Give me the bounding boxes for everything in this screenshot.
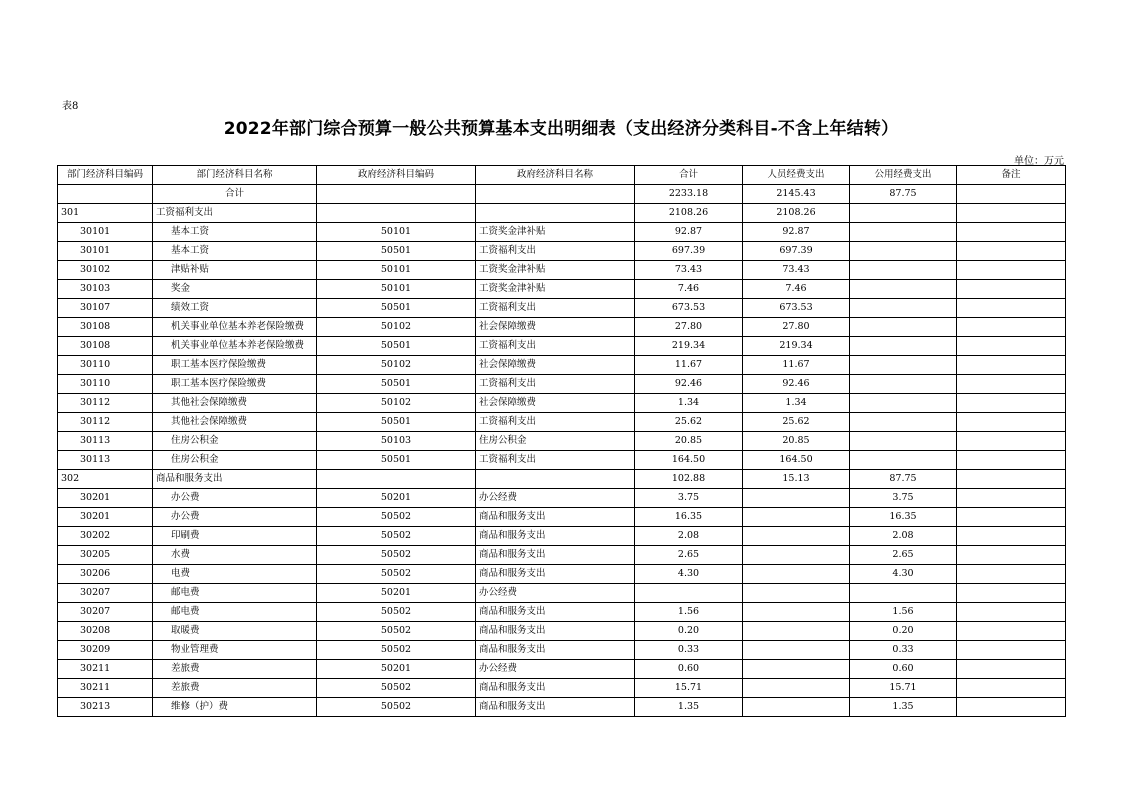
row-gov-name xyxy=(476,204,635,223)
row-note xyxy=(957,451,1066,470)
row-public xyxy=(850,584,957,603)
row-gov-code: 50501 xyxy=(317,299,476,318)
row-total: 11.67 xyxy=(635,356,743,375)
row-total: 219.34 xyxy=(635,337,743,356)
row-dept-name: 工资福利支出 xyxy=(153,204,317,223)
table-row xyxy=(58,527,1066,546)
row-gov-code: 50101 xyxy=(317,280,476,299)
row-personnel xyxy=(743,546,850,565)
row-personnel xyxy=(743,527,850,546)
row-public xyxy=(850,223,957,242)
row-dept-name: 机关事业单位基本养老保险缴费 xyxy=(153,337,317,356)
row-dept-code: 30110 xyxy=(58,356,153,375)
row-note xyxy=(957,318,1066,337)
row-public: 0.33 xyxy=(850,641,957,660)
row-public xyxy=(850,280,957,299)
unit-label: 单位：万元 xyxy=(1014,156,1064,167)
header-public: 公用经费支出 xyxy=(850,166,957,185)
table-body xyxy=(58,185,1066,717)
total-note xyxy=(957,185,1066,204)
row-personnel: 164.50 xyxy=(743,451,850,470)
row-dept-name: 奖金 xyxy=(153,280,317,299)
row-gov-name: 社会保障缴费 xyxy=(476,356,635,375)
table-row xyxy=(58,698,1066,717)
row-total: 0.33 xyxy=(635,641,743,660)
row-public xyxy=(850,413,957,432)
row-personnel xyxy=(743,584,850,603)
header-row xyxy=(58,166,1066,185)
row-dept-name: 商品和服务支出 xyxy=(153,470,317,489)
row-total: 7.46 xyxy=(635,280,743,299)
row-gov-name: 商品和服务支出 xyxy=(476,565,635,584)
table-row xyxy=(58,204,1066,223)
row-personnel xyxy=(743,698,850,717)
row-gov-name: 工资奖金津补贴 xyxy=(476,280,635,299)
total-gov-code xyxy=(317,185,476,204)
row-dept-name: 职工基本医疗保险缴费 xyxy=(153,375,317,394)
row-note xyxy=(957,470,1066,489)
row-personnel xyxy=(743,489,850,508)
row-gov-code: 50201 xyxy=(317,660,476,679)
row-personnel: 697.39 xyxy=(743,242,850,261)
row-personnel: 92.87 xyxy=(743,223,850,242)
row-dept-code: 30211 xyxy=(58,679,153,698)
row-dept-name: 取暖费 xyxy=(153,622,317,641)
row-gov-code: 50502 xyxy=(317,641,476,660)
row-personnel xyxy=(743,508,850,527)
row-total xyxy=(635,584,743,603)
header-dept-name: 部门经济科目名称 xyxy=(153,166,317,185)
row-gov-name: 商品和服务支出 xyxy=(476,679,635,698)
row-gov-code: 50501 xyxy=(317,413,476,432)
total-public: 87.75 xyxy=(850,185,957,204)
row-total: 25.62 xyxy=(635,413,743,432)
row-gov-name: 住房公积金 xyxy=(476,432,635,451)
row-dept-name: 物业管理费 xyxy=(153,641,317,660)
row-gov-code: 50501 xyxy=(317,242,476,261)
row-dept-name: 办公费 xyxy=(153,508,317,527)
row-note xyxy=(957,280,1066,299)
row-dept-code: 30205 xyxy=(58,546,153,565)
row-personnel: 673.53 xyxy=(743,299,850,318)
row-personnel: 219.34 xyxy=(743,337,850,356)
row-gov-name: 办公经费 xyxy=(476,584,635,603)
table-row xyxy=(58,679,1066,698)
row-total: 4.30 xyxy=(635,565,743,584)
table-number: 表8 xyxy=(62,101,79,112)
total-gov-name xyxy=(476,185,635,204)
row-dept-name: 绩效工资 xyxy=(153,299,317,318)
row-dept-name: 办公费 xyxy=(153,489,317,508)
row-personnel: 92.46 xyxy=(743,375,850,394)
row-dept-name: 住房公积金 xyxy=(153,451,317,470)
row-note xyxy=(957,337,1066,356)
row-dept-name: 差旅费 xyxy=(153,679,317,698)
total-personnel: 2145.43 xyxy=(743,185,850,204)
table-row xyxy=(58,584,1066,603)
row-public xyxy=(850,356,957,375)
row-gov-code: 50502 xyxy=(317,622,476,641)
row-dept-name: 其他社会保障缴费 xyxy=(153,413,317,432)
row-gov-code: 50502 xyxy=(317,508,476,527)
row-public: 2.08 xyxy=(850,527,957,546)
row-total: 16.35 xyxy=(635,508,743,527)
row-public xyxy=(850,337,957,356)
row-personnel: 11.67 xyxy=(743,356,850,375)
row-public xyxy=(850,318,957,337)
row-total: 1.35 xyxy=(635,698,743,717)
table-row xyxy=(58,356,1066,375)
row-note xyxy=(957,432,1066,451)
row-gov-code: 50102 xyxy=(317,318,476,337)
row-gov-code: 50501 xyxy=(317,337,476,356)
row-total: 0.20 xyxy=(635,622,743,641)
row-gov-name: 社会保障缴费 xyxy=(476,394,635,413)
row-dept-name: 职工基本医疗保险缴费 xyxy=(153,356,317,375)
row-note xyxy=(957,508,1066,527)
table-row xyxy=(58,451,1066,470)
header-gov-name: 政府经济科目名称 xyxy=(476,166,635,185)
row-gov-name xyxy=(476,470,635,489)
row-note xyxy=(957,204,1066,223)
row-total: 15.71 xyxy=(635,679,743,698)
row-dept-code: 30208 xyxy=(58,622,153,641)
row-public: 0.20 xyxy=(850,622,957,641)
table-row xyxy=(58,413,1066,432)
header-total: 合计 xyxy=(635,166,743,185)
row-gov-name: 商品和服务支出 xyxy=(476,622,635,641)
row-gov-code: 50101 xyxy=(317,223,476,242)
row-public xyxy=(850,451,957,470)
row-dept-code: 30113 xyxy=(58,451,153,470)
row-public xyxy=(850,375,957,394)
row-dept-code: 30101 xyxy=(58,223,153,242)
row-gov-code: 50502 xyxy=(317,565,476,584)
row-gov-name: 工资福利支出 xyxy=(476,451,635,470)
row-dept-code: 30201 xyxy=(58,489,153,508)
row-gov-name: 工资奖金津补贴 xyxy=(476,261,635,280)
row-total: 1.56 xyxy=(635,603,743,622)
row-total: 2.08 xyxy=(635,527,743,546)
row-dept-name: 电费 xyxy=(153,565,317,584)
row-dept-code: 30102 xyxy=(58,261,153,280)
row-dept-code: 30206 xyxy=(58,565,153,584)
row-note xyxy=(957,622,1066,641)
row-dept-name: 维修（护）费 xyxy=(153,698,317,717)
row-gov-code: 50102 xyxy=(317,394,476,413)
row-dept-code: 30108 xyxy=(58,337,153,356)
row-total: 164.50 xyxy=(635,451,743,470)
row-note xyxy=(957,546,1066,565)
row-total: 92.46 xyxy=(635,375,743,394)
row-gov-code: 50201 xyxy=(317,584,476,603)
row-dept-code: 30207 xyxy=(58,584,153,603)
row-public: 2.65 xyxy=(850,546,957,565)
row-gov-code: 50501 xyxy=(317,451,476,470)
row-gov-code xyxy=(317,204,476,223)
row-note xyxy=(957,660,1066,679)
row-gov-name: 社会保障缴费 xyxy=(476,318,635,337)
table-row xyxy=(58,508,1066,527)
table-row xyxy=(58,394,1066,413)
row-dept-code: 30112 xyxy=(58,394,153,413)
row-dept-code: 30207 xyxy=(58,603,153,622)
row-total: 3.75 xyxy=(635,489,743,508)
row-total: 697.39 xyxy=(635,242,743,261)
row-gov-name: 工资奖金津补贴 xyxy=(476,223,635,242)
row-total: 1.34 xyxy=(635,394,743,413)
table-row xyxy=(58,337,1066,356)
row-gov-code: 50201 xyxy=(317,489,476,508)
row-gov-code: 50502 xyxy=(317,698,476,717)
row-dept-name: 其他社会保障缴费 xyxy=(153,394,317,413)
row-gov-name: 商品和服务支出 xyxy=(476,603,635,622)
total-total: 2233.18 xyxy=(635,185,743,204)
row-note xyxy=(957,242,1066,261)
table-row xyxy=(58,261,1066,280)
row-dept-code: 301 xyxy=(58,204,153,223)
row-note xyxy=(957,223,1066,242)
row-personnel xyxy=(743,565,850,584)
row-gov-name: 商品和服务支出 xyxy=(476,641,635,660)
row-note xyxy=(957,584,1066,603)
row-dept-name: 机关事业单位基本养老保险缴费 xyxy=(153,318,317,337)
row-total: 0.60 xyxy=(635,660,743,679)
row-note xyxy=(957,394,1066,413)
table-row xyxy=(58,432,1066,451)
row-public xyxy=(850,204,957,223)
row-dept-code: 30101 xyxy=(58,242,153,261)
row-dept-code: 30201 xyxy=(58,508,153,527)
row-note xyxy=(957,603,1066,622)
row-total: 673.53 xyxy=(635,299,743,318)
row-gov-code: 50502 xyxy=(317,527,476,546)
row-dept-code: 30113 xyxy=(58,432,153,451)
budget-table xyxy=(57,165,1066,717)
row-gov-code xyxy=(317,470,476,489)
header-note: 备注 xyxy=(957,166,1066,185)
row-public: 1.56 xyxy=(850,603,957,622)
row-note xyxy=(957,356,1066,375)
row-note xyxy=(957,375,1066,394)
row-dept-code: 30213 xyxy=(58,698,153,717)
row-public: 1.35 xyxy=(850,698,957,717)
table-row xyxy=(58,223,1066,242)
row-public: 87.75 xyxy=(850,470,957,489)
row-total: 73.43 xyxy=(635,261,743,280)
total-dept-code xyxy=(58,185,153,204)
table-header xyxy=(58,166,1066,185)
row-note xyxy=(957,679,1066,698)
row-personnel xyxy=(743,679,850,698)
row-dept-code: 30107 xyxy=(58,299,153,318)
table-row xyxy=(58,280,1066,299)
row-total: 92.87 xyxy=(635,223,743,242)
row-personnel: 15.13 xyxy=(743,470,850,489)
row-dept-code: 30110 xyxy=(58,375,153,394)
row-gov-name: 办公经费 xyxy=(476,489,635,508)
table-row xyxy=(58,242,1066,261)
row-note xyxy=(957,527,1066,546)
row-dept-code: 30211 xyxy=(58,660,153,679)
table-row xyxy=(58,318,1066,337)
table-row xyxy=(58,603,1066,622)
total-label: 合计 xyxy=(153,185,317,204)
table-row xyxy=(58,470,1066,489)
row-gov-code: 50103 xyxy=(317,432,476,451)
row-dept-name: 住房公积金 xyxy=(153,432,317,451)
row-personnel: 2108.26 xyxy=(743,204,850,223)
table-row xyxy=(58,622,1066,641)
row-dept-name: 津贴补贴 xyxy=(153,261,317,280)
row-dept-name: 邮电费 xyxy=(153,584,317,603)
page-title: 2022年部门综合预算一般公共预算基本支出明细表（支出经济分类科目-不含上年结转） xyxy=(223,119,899,139)
row-public: 16.35 xyxy=(850,508,957,527)
row-dept-name: 差旅费 xyxy=(153,660,317,679)
table-row xyxy=(58,565,1066,584)
row-personnel: 25.62 xyxy=(743,413,850,432)
row-dept-code: 30108 xyxy=(58,318,153,337)
row-public xyxy=(850,242,957,261)
row-public xyxy=(850,299,957,318)
row-gov-name: 工资福利支出 xyxy=(476,413,635,432)
header-dept-code: 部门经济科目编码 xyxy=(58,166,153,185)
row-total: 27.80 xyxy=(635,318,743,337)
row-dept-name: 基本工资 xyxy=(153,223,317,242)
row-gov-code: 50101 xyxy=(317,261,476,280)
row-public xyxy=(850,432,957,451)
header-gov-code: 政府经济科目编码 xyxy=(317,166,476,185)
row-total: 102.88 xyxy=(635,470,743,489)
row-personnel xyxy=(743,603,850,622)
row-gov-code: 50102 xyxy=(317,356,476,375)
table-row xyxy=(58,660,1066,679)
row-dept-name: 邮电费 xyxy=(153,603,317,622)
row-gov-code: 50502 xyxy=(317,679,476,698)
row-gov-name: 工资福利支出 xyxy=(476,299,635,318)
row-gov-name: 商品和服务支出 xyxy=(476,698,635,717)
table-row xyxy=(58,299,1066,318)
table-row xyxy=(58,489,1066,508)
row-gov-name: 商品和服务支出 xyxy=(476,508,635,527)
row-personnel: 7.46 xyxy=(743,280,850,299)
row-gov-code: 50502 xyxy=(317,546,476,565)
row-gov-name: 商品和服务支出 xyxy=(476,527,635,546)
row-personnel: 1.34 xyxy=(743,394,850,413)
row-total: 2108.26 xyxy=(635,204,743,223)
table-row xyxy=(58,375,1066,394)
row-personnel xyxy=(743,641,850,660)
row-dept-name: 印刷费 xyxy=(153,527,317,546)
row-dept-code: 302 xyxy=(58,470,153,489)
row-personnel: 20.85 xyxy=(743,432,850,451)
total-row xyxy=(58,185,1066,204)
table-row xyxy=(58,546,1066,565)
row-personnel: 73.43 xyxy=(743,261,850,280)
row-note xyxy=(957,641,1066,660)
row-note xyxy=(957,261,1066,280)
row-total: 20.85 xyxy=(635,432,743,451)
row-gov-name: 办公经费 xyxy=(476,660,635,679)
row-personnel: 27.80 xyxy=(743,318,850,337)
row-gov-code: 50502 xyxy=(317,603,476,622)
row-dept-code: 30112 xyxy=(58,413,153,432)
row-dept-name: 水费 xyxy=(153,546,317,565)
row-public: 0.60 xyxy=(850,660,957,679)
row-gov-code: 50501 xyxy=(317,375,476,394)
row-note xyxy=(957,299,1066,318)
row-public xyxy=(850,394,957,413)
row-note xyxy=(957,698,1066,717)
row-public xyxy=(850,261,957,280)
row-dept-code: 30202 xyxy=(58,527,153,546)
row-note xyxy=(957,413,1066,432)
header-personnel: 人员经费支出 xyxy=(743,166,850,185)
table-row xyxy=(58,641,1066,660)
row-dept-code: 30209 xyxy=(58,641,153,660)
row-gov-name: 工资福利支出 xyxy=(476,375,635,394)
row-dept-code: 30103 xyxy=(58,280,153,299)
row-personnel xyxy=(743,660,850,679)
row-dept-name: 基本工资 xyxy=(153,242,317,261)
row-note xyxy=(957,489,1066,508)
row-gov-name: 商品和服务支出 xyxy=(476,546,635,565)
row-gov-name: 工资福利支出 xyxy=(476,242,635,261)
row-total: 2.65 xyxy=(635,546,743,565)
row-public: 3.75 xyxy=(850,489,957,508)
row-public: 15.71 xyxy=(850,679,957,698)
row-note xyxy=(957,565,1066,584)
row-gov-name: 工资福利支出 xyxy=(476,337,635,356)
row-personnel xyxy=(743,622,850,641)
row-public: 4.30 xyxy=(850,565,957,584)
